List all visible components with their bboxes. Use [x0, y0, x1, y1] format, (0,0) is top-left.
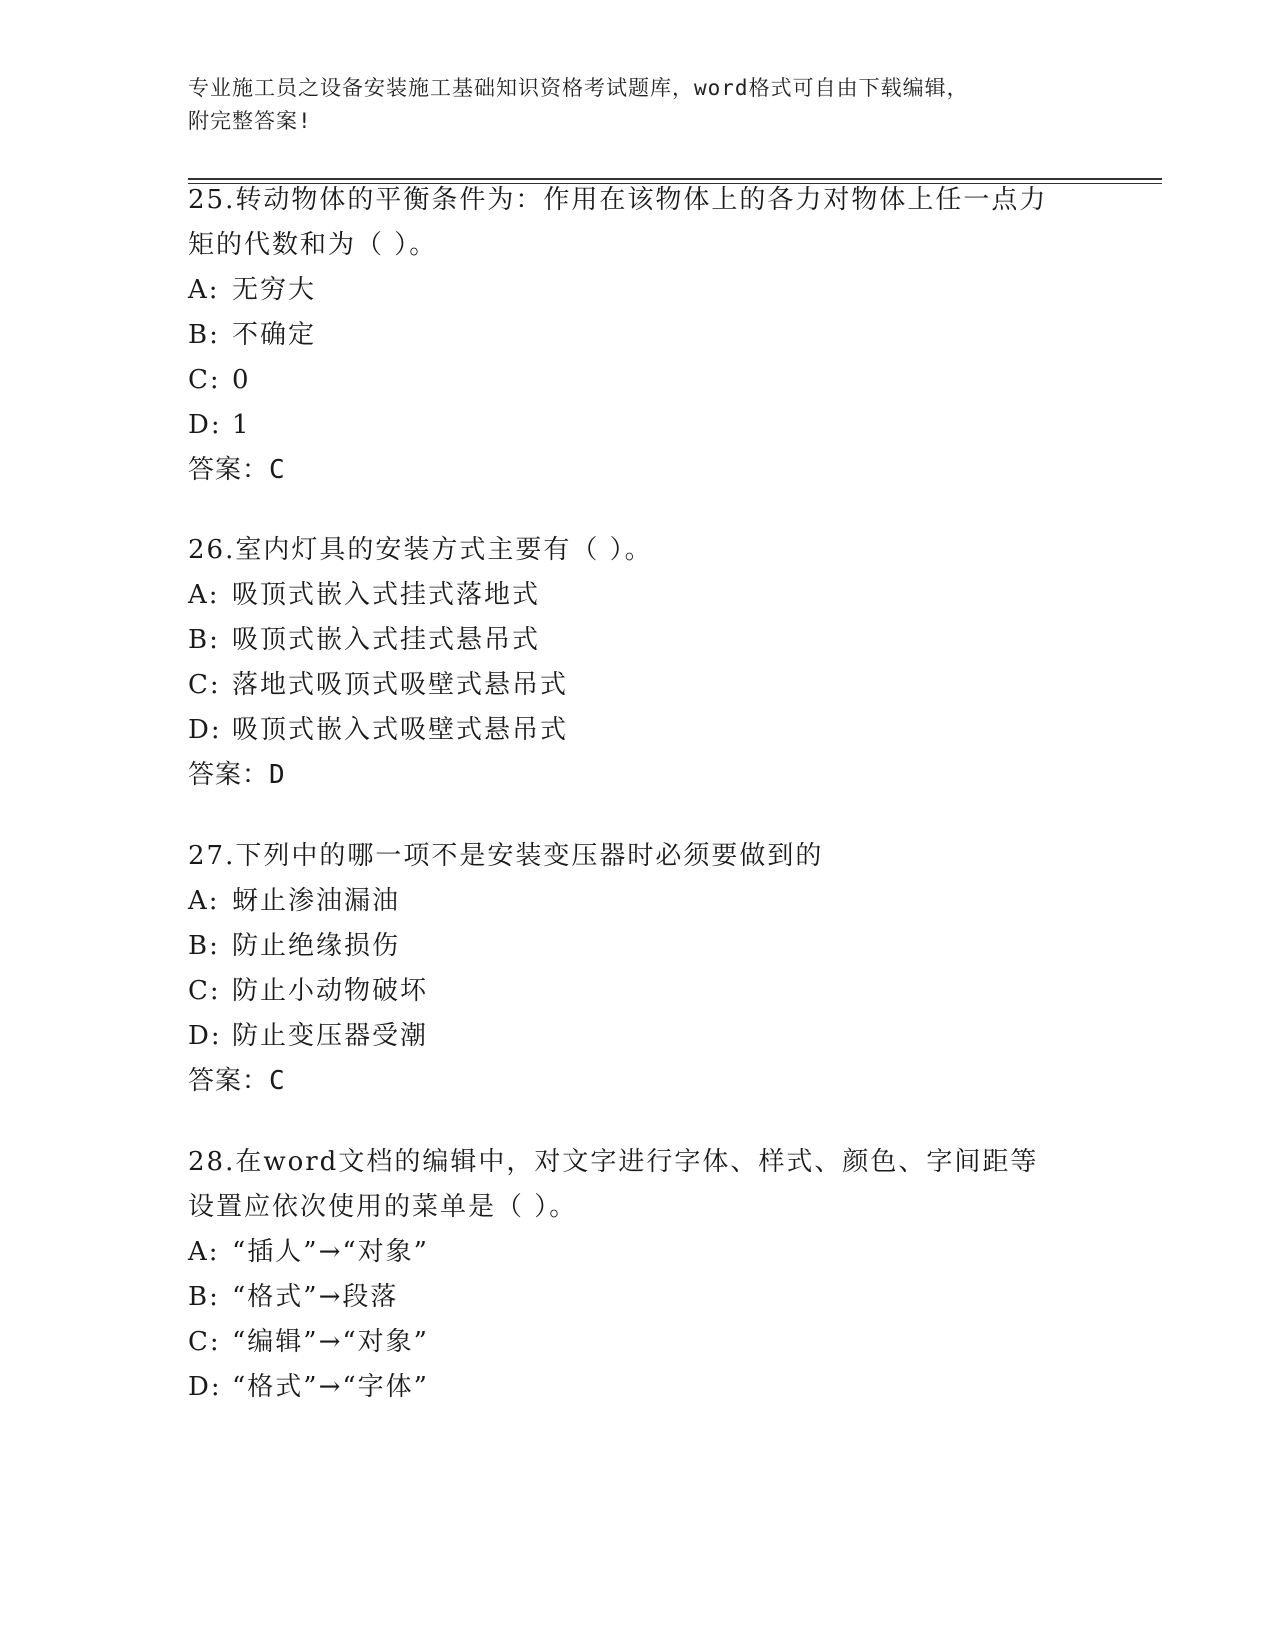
option-key: C: [188, 365, 221, 395]
option-c [188, 1320, 1088, 1365]
option-b [188, 1275, 1088, 1320]
option-text: 0 [232, 365, 251, 395]
option-d [188, 1365, 1088, 1410]
option-text: 吸顶式嵌入式挂式悬吊式 [232, 625, 541, 655]
option-key: D: [188, 715, 222, 745]
option-text: 吸顶式嵌入式挂式落地式 [232, 580, 541, 610]
question-25 [188, 178, 1088, 493]
option-key: A: [188, 1237, 220, 1267]
answer-line: 答案：C [188, 455, 286, 485]
option-a [188, 1230, 1088, 1275]
option-text: “编辑”→“对象” [232, 1327, 429, 1357]
option-text: 蚜止渗油漏油 [232, 886, 401, 916]
header-line-2: 附完整答案! [188, 109, 312, 133]
question-27 [188, 834, 1088, 1104]
option-text: 无穷大 [232, 275, 317, 305]
option-key: A: [188, 275, 220, 305]
answer-line: 答案：D [188, 760, 286, 790]
option-key: D: [188, 1021, 222, 1051]
option-key: D: [188, 1372, 222, 1402]
question-stem-line: 26.室内灯具的安装方式主要有（ ）。 [188, 535, 653, 565]
question-stem-line: 27.下列中的哪一项不是安装变压器时必须要做到的 [188, 841, 824, 871]
answer-line: 答案：C [188, 1066, 286, 1096]
option-a [188, 268, 1088, 313]
option-a [188, 573, 1088, 618]
option-text: 1 [232, 410, 251, 440]
option-d [188, 403, 1088, 448]
question-stem-line: 矩的代数和为（ ）。 [188, 230, 438, 260]
option-key: B: [188, 320, 220, 350]
option-key: B: [188, 625, 220, 655]
question-stem-line: 25.转动物体的平衡条件为：作用在该物体上的各力对物体上任一点力 [188, 185, 1048, 215]
option-c [188, 969, 1088, 1014]
question-stem-line: 设置应依次使用的菜单是（ ）。 [188, 1192, 578, 1222]
option-text: “插人”→“对象” [232, 1237, 429, 1267]
option-text: 不确定 [232, 320, 317, 350]
option-d [188, 1014, 1088, 1059]
option-c [188, 663, 1088, 708]
option-b [188, 618, 1088, 663]
header-line-1: 专业施工员之设备安装施工基础知识资格考试题库，word格式可自由下载编辑， [188, 76, 969, 100]
option-d [188, 708, 1088, 753]
option-text: 吸顶式嵌入式吸壁式悬吊式 [232, 715, 569, 745]
option-text: 落地式吸顶式吸壁式悬吊式 [232, 670, 569, 700]
option-key: A: [188, 886, 220, 916]
option-key: C: [188, 976, 221, 1006]
option-key: D: [188, 410, 222, 440]
option-a [188, 879, 1088, 924]
question-stem-line: 28.在word文档的编辑中，对文字进行字体、样式、颜色、字间距等 [188, 1147, 1039, 1177]
option-b [188, 313, 1088, 358]
option-text: 防止变压器受潮 [232, 1021, 429, 1051]
question-28 [188, 1140, 1088, 1410]
option-text: 防止小动物破坏 [232, 976, 429, 1006]
option-key: C: [188, 670, 221, 700]
document-header [188, 72, 1088, 138]
question-26 [188, 528, 1088, 798]
option-b [188, 924, 1088, 969]
option-text: “格式”→“字体” [232, 1372, 429, 1402]
option-key: C: [188, 1327, 221, 1357]
option-c [188, 358, 1088, 403]
option-key: A: [188, 580, 220, 610]
option-key: B: [188, 1282, 220, 1312]
option-key: B: [188, 931, 220, 961]
option-text: “格式”→段落 [232, 1282, 399, 1312]
option-text: 防止绝缘损伤 [232, 931, 401, 961]
